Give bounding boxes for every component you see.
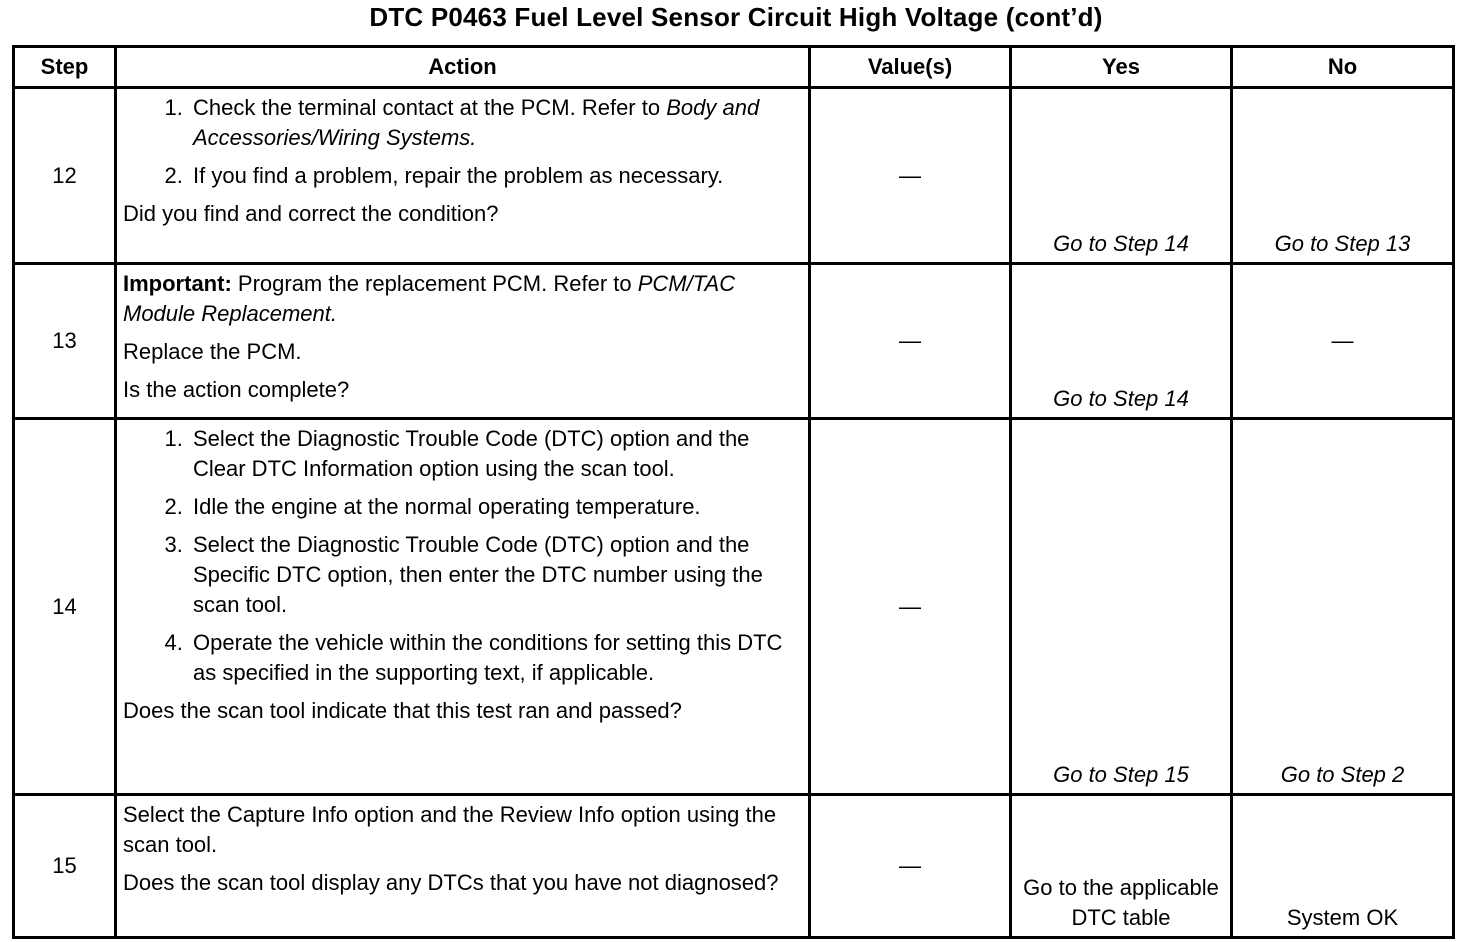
yes-link[interactable]: Go to Step 14	[1011, 88, 1232, 264]
important-label: Important:	[123, 271, 232, 296]
action-list	[123, 424, 804, 688]
list-item: 3. Select the Diagnostic Trouble Code (DTC) option and the Specific DTC option, then enter the DTC number using the scan tool.	[189, 530, 804, 620]
table-row-step-12	[14, 88, 1454, 264]
step-number: 13	[14, 264, 116, 419]
important-note	[123, 269, 804, 329]
table-row-step-14	[14, 419, 1454, 795]
yes-link[interactable]: Go to Step 15	[1011, 419, 1232, 795]
list-item: 1. Select the Diagnostic Trouble Code (DTC) option and the Clear DTC Information option using the scan tool.	[189, 424, 804, 484]
value-cell: —	[810, 88, 1011, 264]
no-cell: —	[1232, 264, 1454, 419]
action-text: If you find a problem, repair the problem as necessary.	[193, 163, 724, 188]
action-cell	[116, 795, 810, 938]
step-number: 15	[14, 795, 116, 938]
action-question: Does the scan tool display any DTCs that you have not diagnosed?	[123, 870, 779, 895]
header-no: No	[1232, 47, 1454, 88]
action-text: Replace the PCM.	[123, 339, 302, 364]
value-cell: —	[810, 795, 1011, 938]
action-list	[123, 93, 804, 191]
yes-link[interactable]: Go to Step 14	[1011, 264, 1232, 419]
action-cell	[116, 419, 810, 795]
reference-text: Body and Accessories/Wiring Systems.	[193, 95, 760, 150]
important-text: Program the replacement PCM. Refer to	[237, 271, 632, 296]
value-cell: —	[810, 264, 1011, 419]
action-cell	[116, 88, 810, 264]
header-row	[14, 47, 1454, 88]
yes-result: Go to the applicable DTC table	[1011, 795, 1232, 938]
action-question: Does the scan tool indicate that this test ran and passed?	[123, 698, 682, 723]
value-cell: —	[810, 419, 1011, 795]
reference-text: PCM/TAC Module Replacement.	[123, 271, 736, 326]
header-action: Action	[116, 47, 810, 88]
action-text: Select the Capture Info option and the Review Info option using the scan tool.	[123, 802, 777, 857]
list-item: 4. Operate the vehicle within the conditions for setting this DTC as specified in the supporting text, if applicable.	[189, 628, 804, 688]
action-question: Is the action complete?	[123, 377, 350, 402]
step-number: 14	[14, 419, 116, 795]
no-result: System OK	[1232, 795, 1454, 938]
page-title: DTC P0463 Fuel Level Sensor Circuit High Voltage (cont’d)	[369, 2, 1103, 32]
table-row-step-13	[14, 264, 1454, 419]
header-step: Step	[14, 47, 116, 88]
list-item: 2. Idle the engine at the normal operating temperature.	[189, 492, 804, 522]
no-link[interactable]: Go to Step 2	[1232, 419, 1454, 795]
no-link[interactable]: Go to Step 13	[1232, 88, 1454, 264]
action-text: Check the terminal contact at the PCM. Refer to	[193, 95, 661, 120]
step-number: 12	[14, 88, 116, 264]
header-yes: Yes	[1011, 47, 1232, 88]
action-question: Did you find and correct the condition?	[123, 201, 499, 226]
list-item	[189, 161, 804, 191]
table-row-step-15	[14, 795, 1454, 938]
header-values: Value(s)	[810, 47, 1011, 88]
list-item	[189, 93, 804, 153]
action-cell	[116, 264, 810, 419]
diagnostic-table	[12, 45, 1455, 939]
